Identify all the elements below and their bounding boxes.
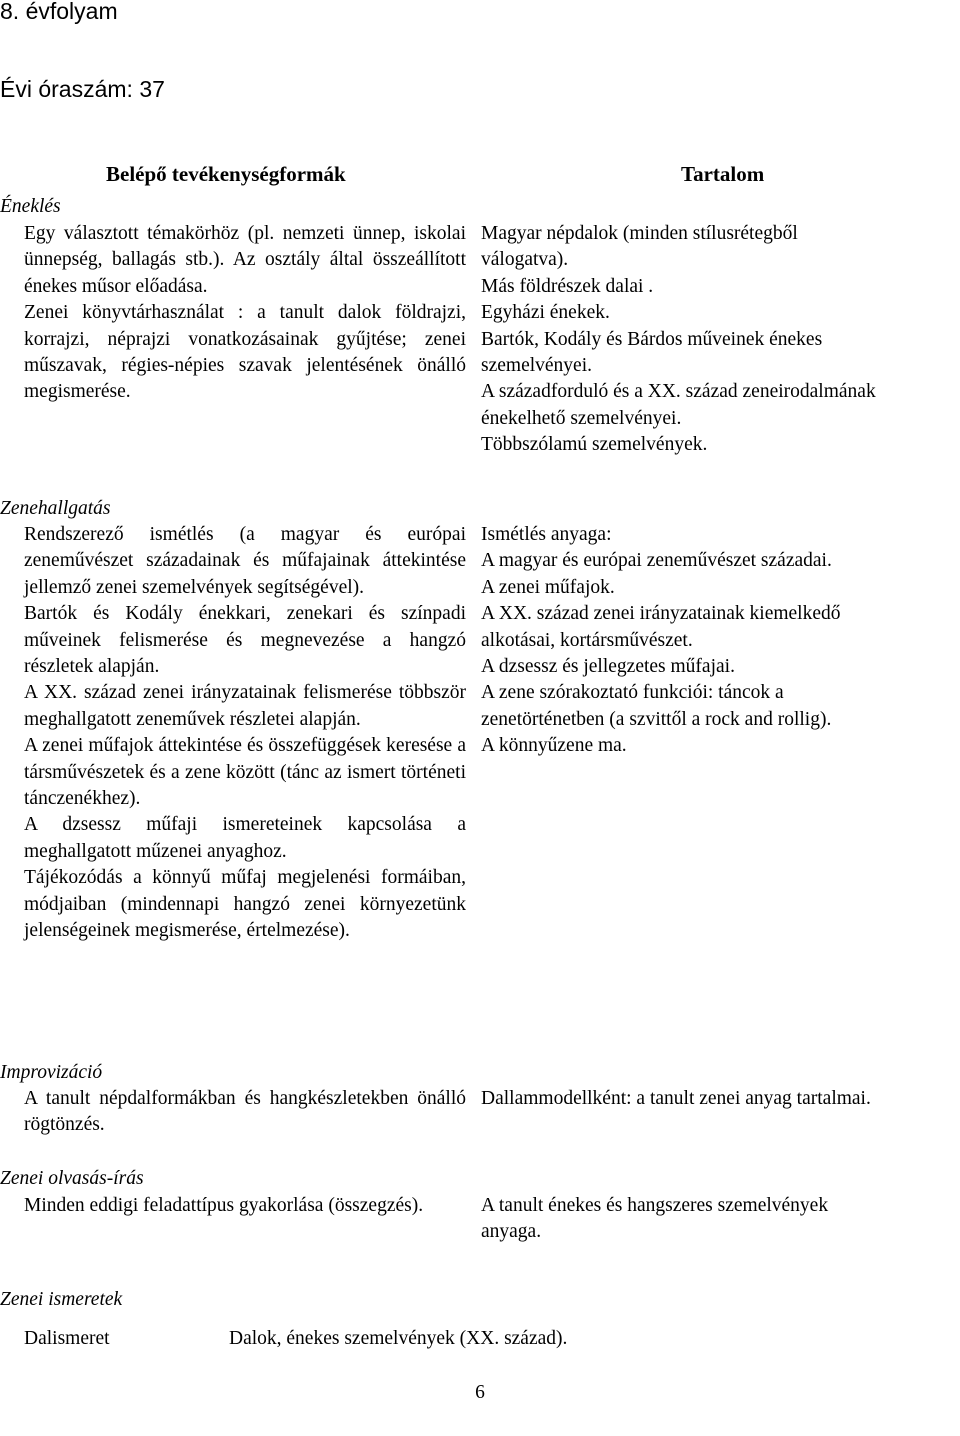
content-line: A magyar és európai zeneművészet századai. xyxy=(481,550,832,572)
column-heading-activities: Belépő tevékenységformák xyxy=(106,162,346,186)
reading-writing-activities xyxy=(24,1193,466,1219)
content-line: Magyar népdalok (minden stílusrétegből xyxy=(481,223,798,244)
section-title-improvisation: Improvizáció xyxy=(0,1062,103,1083)
content-line: Ismétlés anyaga: xyxy=(481,524,612,545)
content-line: A zene szórakoztató funkciói: táncok a xyxy=(481,682,784,704)
paragraph: Bartók és Kodály énekkari, zenekari és színpadi műveinek felismerése és megnevezése a hangzó részletek alapján. xyxy=(24,603,466,678)
content-line: alkotásai, kortársművészet. xyxy=(481,629,693,651)
annual-hours-heading: Évi óraszám: 37 xyxy=(0,76,165,102)
content-line: A könnyűzene ma. xyxy=(481,735,627,757)
content-line: énekelhető szemelvényei. xyxy=(481,407,682,429)
content-line: Dallammodellként: a tanult zenei anyag tartalmai. xyxy=(481,1088,871,1109)
singing-activities xyxy=(24,221,466,406)
paragraph: Rendszerező ismétlés (a magyar és európai zeneművészet századainak és műfajainak áttekintése jellemző zenei szemelvények segítségével). xyxy=(24,524,466,598)
paragraph: Egy választott témakörhöz (pl. nemzeti ünnep, iskolai ünnepség, ballagás stb.). Az osztály által összeállított énekes műsor előadása. xyxy=(24,223,466,297)
section-title-music-knowledge: Zenei ismeretek xyxy=(0,1289,123,1310)
content-line: A dzsessz és jellegzetes műfajai. xyxy=(481,656,735,678)
song-knowledge-value: Dalok, énekes szemelvények (XX. század). xyxy=(229,1328,568,1349)
listening-activities xyxy=(24,522,466,945)
grade-heading: 8. évfolyam xyxy=(0,0,118,24)
content-line: anyaga. xyxy=(481,1221,542,1243)
content-line: zenetörténetben (a szvittől a rock and rollig). xyxy=(481,708,832,730)
content-line: Bartók, Kodály és Bárdos műveinek énekes xyxy=(481,328,823,350)
section-title-listening: Zenehallgatás xyxy=(0,498,111,519)
paragraph: A tanult népdalformákban és hangkészletekben önálló rögtönzés. xyxy=(24,1088,466,1136)
content-line: szemelvényei. xyxy=(481,355,592,377)
section-title-singing: Éneklés xyxy=(0,196,61,217)
content-line: A XX. század zenei irányzatainak kiemelkedő xyxy=(481,603,841,625)
paragraph: A zenei műfajok áttekintése és összefüggések keresése a társművészetek és a zene között (tánc az ismert történeti tánczenékhez). xyxy=(24,735,466,810)
content-line: A tanult énekes és hangszeres szemelvények xyxy=(481,1195,829,1216)
content-line: A századforduló és a XX. század zeneirodalmának xyxy=(481,381,876,403)
section-title-reading-writing: Zenei olvasás-írás xyxy=(0,1168,144,1189)
singing-content xyxy=(481,221,960,459)
paragraph: Zenei könyvtárhasználat : a tanult dalok földrajzi, korrajzi, néprajzi vonatkozásainak gyűjtése; zenei műszavak, régies-népies szavak jelentésének önálló megismerése. xyxy=(24,302,466,403)
content-line: Többszólamú szemelvények. xyxy=(481,434,708,456)
listening-content xyxy=(481,522,960,760)
reading-writing-content xyxy=(481,1193,960,1246)
improvisation-content xyxy=(481,1086,960,1112)
song-knowledge-label: Dalismeret xyxy=(24,1328,110,1349)
content-line: válogatva). xyxy=(481,249,569,271)
paragraph: Tájékozódás a könnyű műfaj megjelenési formáiban, módjaiban (mindennapi hangzó zenei környezetünk jelenségeinek megismerése, értelmezése). xyxy=(24,867,466,942)
page-number: 6 xyxy=(475,1382,485,1403)
paragraph: A dzsessz műfaji ismereteinek kapcsolása a meghallgatott műzenei anyaghoz. xyxy=(24,814,466,862)
improvisation-activities xyxy=(24,1086,466,1139)
content-line: Más földrészek dalai . xyxy=(481,275,654,297)
content-line: Egyházi énekek. xyxy=(481,302,610,324)
content-line: A zenei műfajok. xyxy=(481,576,615,598)
column-heading-content: Tartalom xyxy=(681,162,765,186)
paragraph: Minden eddigi feladattípus gyakorlása (összegzés). xyxy=(24,1195,424,1216)
paragraph: A XX. század zenei irányzatainak felismerése többször meghallgatott zeneművek részletei alapján. xyxy=(24,682,466,730)
